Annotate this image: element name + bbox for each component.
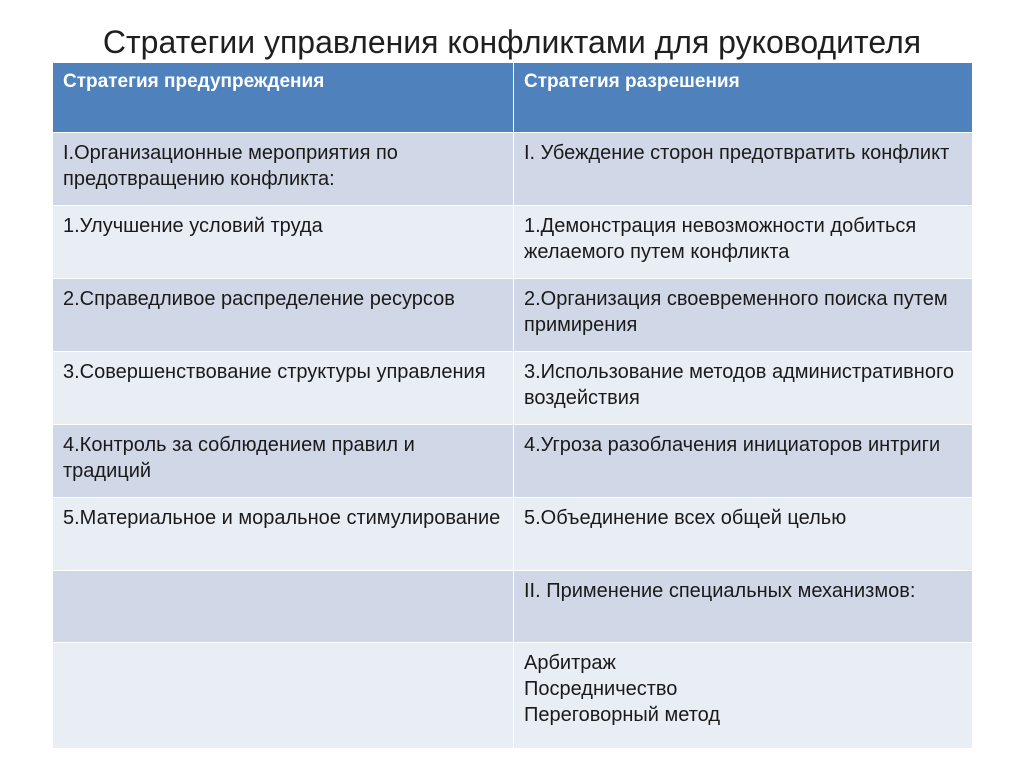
- table-cell-empty: [53, 643, 514, 749]
- table-cell: 1.Демонстрация невозможности добиться желаемого путем конфликта: [514, 206, 973, 279]
- method-arbitration: Арбитраж: [524, 652, 616, 674]
- table-cell: I.Организационные мероприятия по предотвращению конфликта:: [53, 133, 514, 206]
- table-cell: 5.Объединение всех общей целью: [514, 498, 973, 571]
- table-cell: 3.Использование методов административного воздействия: [514, 352, 973, 425]
- table-cell: II. Применение специальных механизмов:: [514, 571, 973, 643]
- table-row: [53, 498, 973, 571]
- table-cell: 4.Контроль за соблюдением правил и традиций: [53, 425, 514, 498]
- method-negotiation: Переговорный метод: [524, 704, 721, 726]
- header-prevention: Стратегия предупреждения: [53, 63, 514, 133]
- table-header-row: [53, 63, 973, 133]
- table-cell: 4.Угроза разоблачения инициаторов интриги: [514, 425, 973, 498]
- strategies-table: [52, 62, 973, 749]
- table-row: [53, 206, 973, 279]
- table-cell: I. Убеждение сторон предотвратить конфликт: [514, 133, 973, 206]
- table-row: [53, 279, 973, 352]
- table-cell-empty: [53, 571, 514, 643]
- table-cell: 3.Совершенствование структуры управления: [53, 352, 514, 425]
- table-row: [53, 571, 973, 643]
- table-row: [53, 133, 973, 206]
- header-resolution: Стратегия разрешения: [514, 63, 973, 133]
- table-cell-methods: [514, 643, 973, 749]
- table-cell: 2.Справедливое распределение ресурсов: [53, 279, 514, 352]
- table-row: [53, 352, 973, 425]
- table-cell: 2.Организация своевременного поиска путем примирения: [514, 279, 973, 352]
- slide-title: Стратегии управления конфликтами для руководителя: [102, 24, 922, 60]
- method-mediation: Посредничество: [524, 678, 678, 700]
- table-row: [53, 643, 973, 749]
- table-cell: 1.Улучшение условий труда: [53, 206, 514, 279]
- table-row: [53, 425, 973, 498]
- table-cell: 5.Материальное и моральное стимулирование: [53, 498, 514, 571]
